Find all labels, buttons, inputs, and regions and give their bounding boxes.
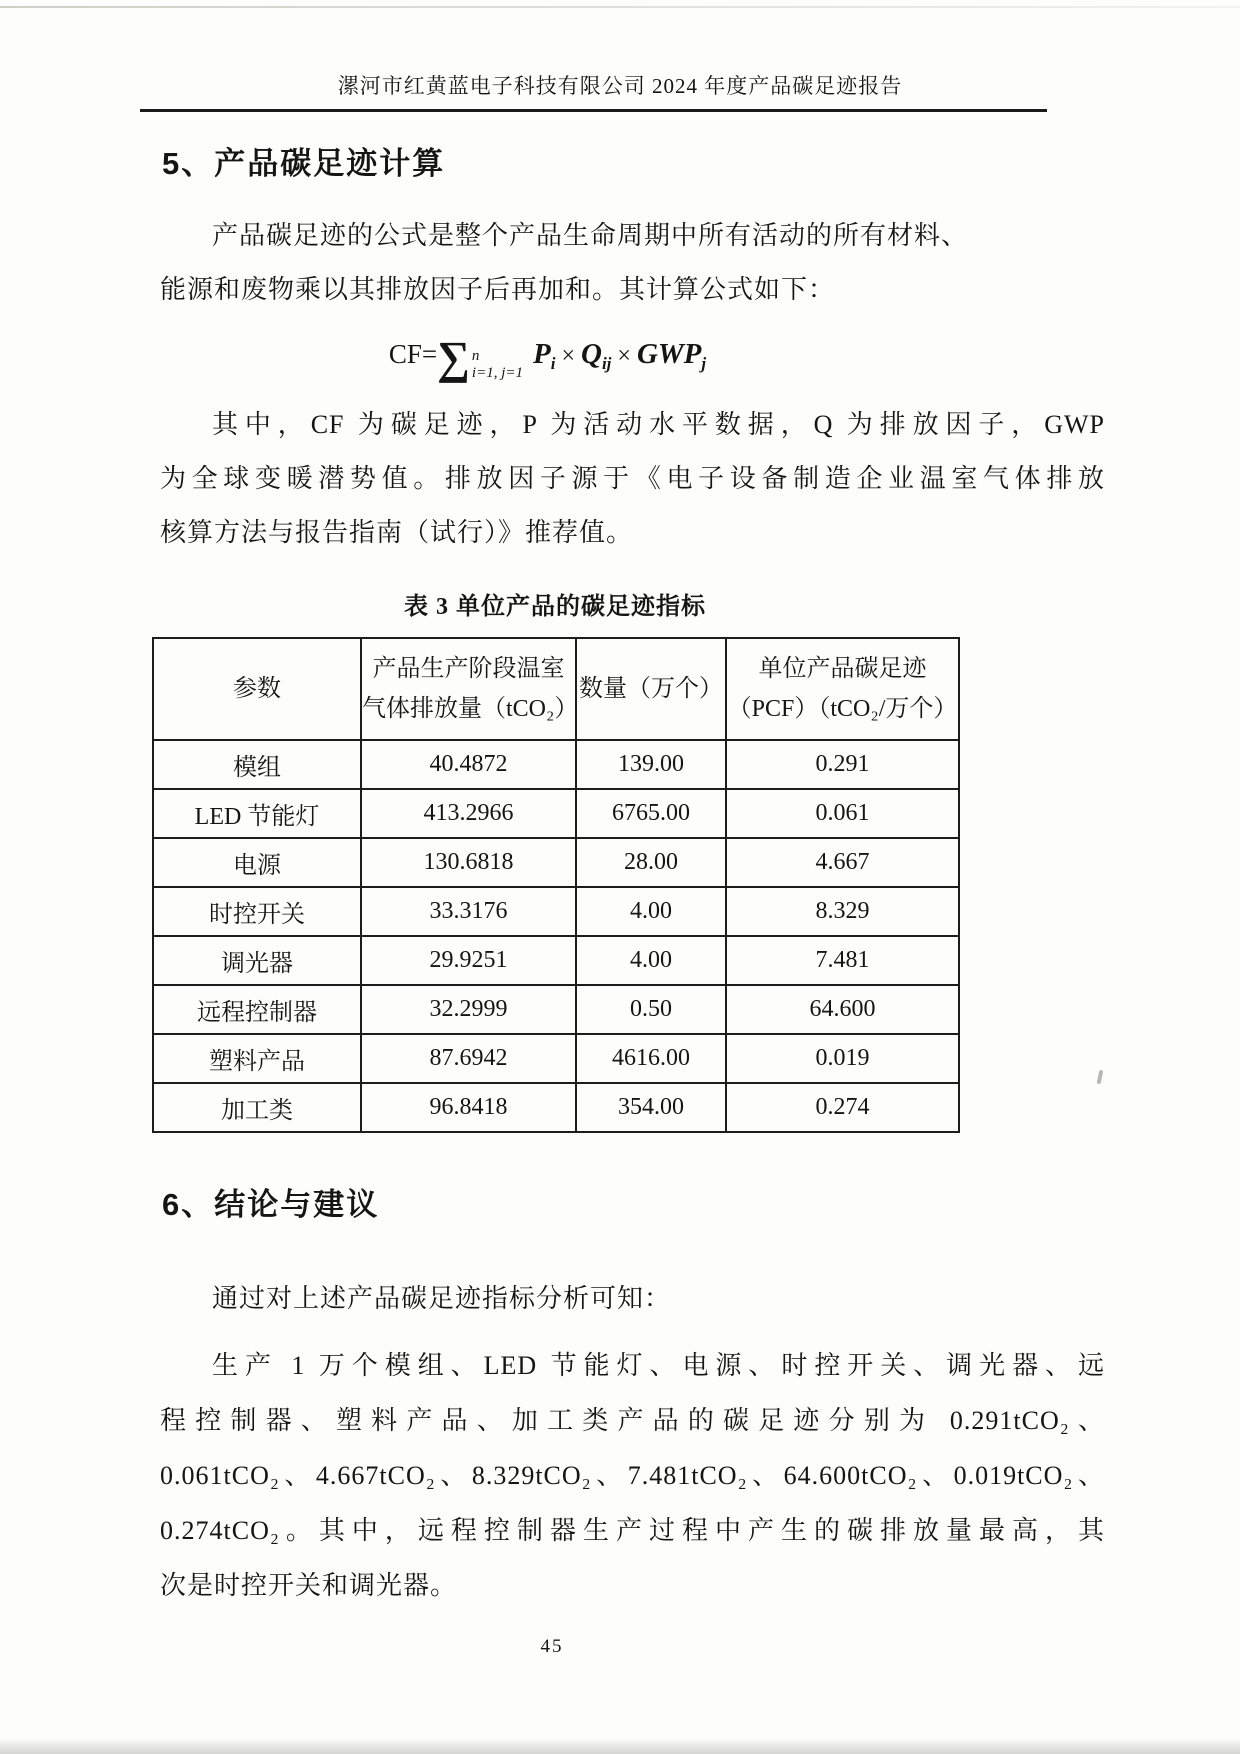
body-line: 产品碳足迹的公式是整个产品生命周期中所有活动的所有材料、: [212, 221, 969, 250]
paragraph-conclusion-detail: [160, 1338, 1105, 1613]
sigma-symbol: ∑: [437, 332, 470, 383]
cell-pcf: 64.600: [726, 985, 959, 1034]
cell-param: 调光器: [153, 936, 361, 985]
cell-emission: 413.2966: [361, 789, 576, 838]
body-line: 次是时控开关和调光器。: [160, 1571, 458, 1600]
column-header-emission: 产品生产阶段温室 气体排放量（tCO₂）: [361, 638, 576, 740]
body-line: 通过对上述产品碳足迹指标分析可知：: [212, 1284, 672, 1313]
cell-pcf: 7.481: [726, 936, 959, 985]
cell-quantity: 4616.00: [576, 1034, 726, 1083]
body-line: 0.274tCO₂。其中，远程控制器生产过程中产生的碳排放量最高，其: [160, 1516, 1105, 1545]
cell-quantity: 4.00: [576, 887, 726, 936]
cell-param: 模组: [153, 740, 361, 789]
body-line: 0.061tCO₂、4.667tCO₂、8.329tCO₂、7.481tCO₂、64.600tCO₂、0.019tCO₂、: [160, 1461, 1105, 1490]
body-line: 为全球变暖潜势值。排放因子源于《电子设备制造企业温室气体排放: [160, 464, 1105, 493]
multiply-sign: ×: [617, 343, 631, 369]
column-header-param: 参数: [153, 638, 361, 740]
body-line: 其中，CF 为碳足迹，P 为活动水平数据，Q 为排放因子，GWP: [212, 410, 1105, 439]
table-row: [153, 1034, 959, 1083]
table-row: [153, 985, 959, 1034]
body-line: 能源和废物乘以其排放因子后再加和。其计算公式如下：: [160, 275, 836, 304]
sigma-limits: [472, 348, 523, 382]
cell-param: LED 节能灯: [153, 789, 361, 838]
cell-param: 塑料产品: [153, 1034, 361, 1083]
cell-quantity: 354.00: [576, 1083, 726, 1132]
column-header-pcf: 单位产品碳足迹 （PCF）（tCO₂/万个）: [726, 638, 959, 740]
cell-param: 电源: [153, 838, 361, 887]
page-number: 45: [540, 1636, 564, 1657]
carbon-footprint-table: [152, 637, 960, 1133]
cell-quantity: 28.00: [576, 838, 726, 887]
column-header-quantity: 数量（万个）: [576, 638, 726, 740]
paragraph-conclusion-intro: [160, 1272, 1105, 1326]
cell-pcf: 0.291: [726, 740, 959, 789]
cell-emission: 40.4872: [361, 740, 576, 789]
cell-emission: 29.9251: [361, 936, 576, 985]
cell-quantity: 4.00: [576, 936, 726, 985]
header-rule: [140, 109, 1047, 112]
multiply-sign: ×: [561, 343, 575, 369]
table-row: [153, 740, 959, 789]
cell-pcf: 8.329: [726, 887, 959, 936]
cell-param: 远程控制器: [153, 985, 361, 1034]
cell-quantity: 6765.00: [576, 789, 726, 838]
section5-heading: 5、产品碳足迹计算: [162, 146, 446, 181]
scan-artifact: [1097, 1070, 1104, 1085]
sigma-lower-limit: i=1, j=1: [471, 365, 523, 381]
sigma-upper-limit: n: [471, 348, 480, 364]
cell-quantity: 139.00: [576, 740, 726, 789]
cell-emission: 33.3176: [361, 887, 576, 936]
formula-term-p: $P_i$: [533, 338, 556, 373]
cell-pcf: 0.274: [726, 1083, 959, 1132]
table-row: [153, 1083, 959, 1132]
cell-emission: 96.8418: [361, 1083, 576, 1132]
table-row: [153, 789, 959, 838]
cell-pcf: 0.061: [726, 789, 959, 838]
paragraph-formula-legend: [160, 398, 1105, 560]
cell-emission: 32.2999: [361, 985, 576, 1034]
formula-term-q: $Q_{ij}$: [581, 338, 612, 373]
cell-emission: 130.6818: [361, 838, 576, 887]
table-caption: 表 3 单位产品的碳足迹指标: [404, 594, 706, 620]
formula-lhs: CF=: [388, 339, 438, 369]
scan-edge-artifact: [0, 1740, 1240, 1754]
paragraph-formula-intro: [160, 209, 1105, 317]
page-header-title: 漯河市红黄蓝电子科技有限公司 2024 年度产品碳足迹报告: [337, 74, 903, 98]
cell-pcf: 0.019: [726, 1034, 959, 1083]
body-line: 核算方法与报告指南（试行）》推荐值。: [160, 518, 634, 547]
cell-emission: 87.6942: [361, 1034, 576, 1083]
table-row: [153, 838, 959, 887]
cell-param: 时控开关: [153, 887, 361, 936]
cell-quantity: 0.50: [576, 985, 726, 1034]
carbon-footprint-formula: [160, 331, 935, 384]
cell-param: 加工类: [153, 1083, 361, 1132]
table-row: [153, 936, 959, 985]
scan-edge-artifact: [0, 6, 1240, 8]
body-line: 生产 1 万个模组、LED 节能灯、电源、时控开关、调光器、远: [212, 1351, 1105, 1380]
cell-pcf: 4.667: [726, 838, 959, 887]
body-line: 程控制器、塑料产品、加工类产品的碳足迹分别为 0.291tCO₂、: [160, 1406, 1105, 1435]
table-row: [153, 887, 959, 936]
section6-heading: 6、结论与建议: [162, 1187, 380, 1222]
table-header-row: [153, 638, 959, 740]
formula-term-gwp: $GWP_j$: [636, 338, 707, 373]
